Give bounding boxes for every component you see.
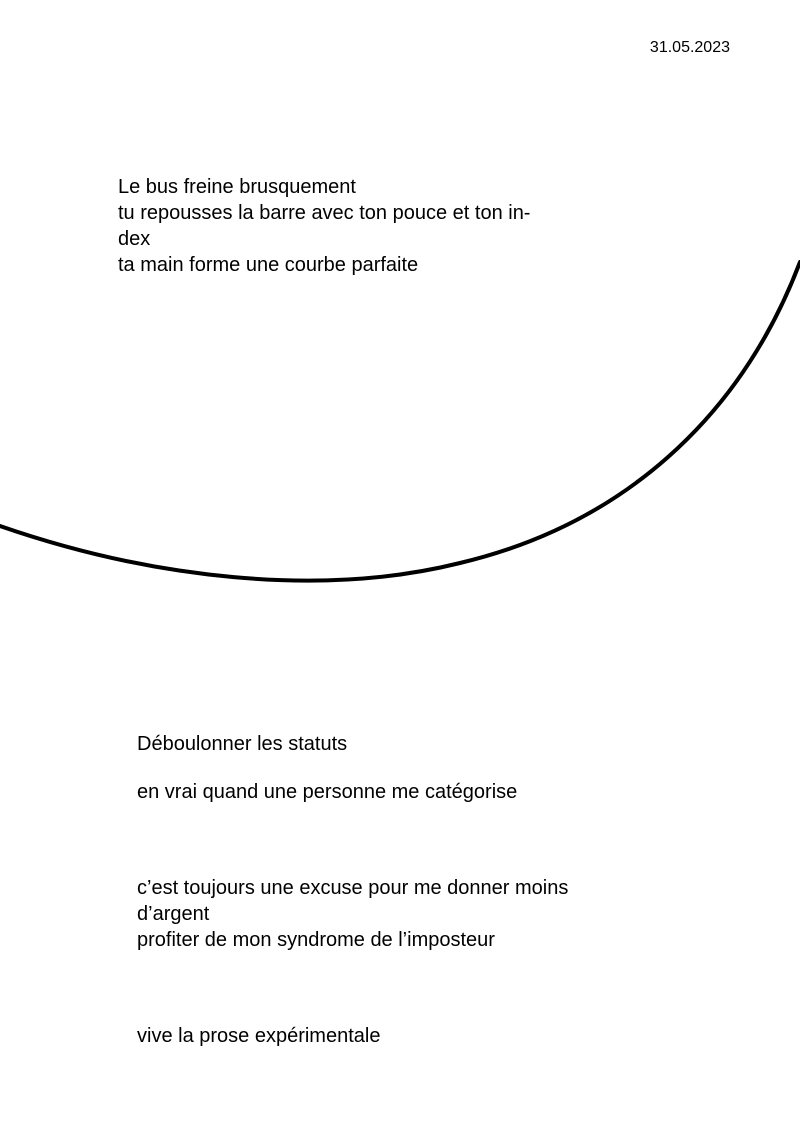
- date-label: 31.05.2023: [649, 39, 730, 56]
- curve-path: [0, 262, 800, 581]
- poem-1-line-1: Le bus freine brusquement: [118, 176, 356, 198]
- poem-2-line-1: en vrai quand une personne me catégorise: [137, 781, 518, 803]
- poem-1: [118, 174, 530, 278]
- poem-2-line-5: vive la prose expérimentale: [137, 1025, 381, 1047]
- poem-1-line-3: dex: [118, 228, 151, 250]
- poem-2: [137, 731, 568, 1049]
- poem-1-line-2: tu repousses la barre avec ton pouce et ton in-: [118, 202, 531, 224]
- poem-1-line-4: ta main forme une courbe parfaite: [118, 254, 419, 276]
- poem-2-title: Déboulonner les statuts: [137, 733, 348, 755]
- poem-2-line-3: d’argent: [137, 903, 210, 925]
- poem-2-line-2: c’est toujours une excuse pour me donner moins: [137, 877, 569, 899]
- poem-2-line-4: profiter de mon syndrome de l’imposteur: [137, 929, 495, 951]
